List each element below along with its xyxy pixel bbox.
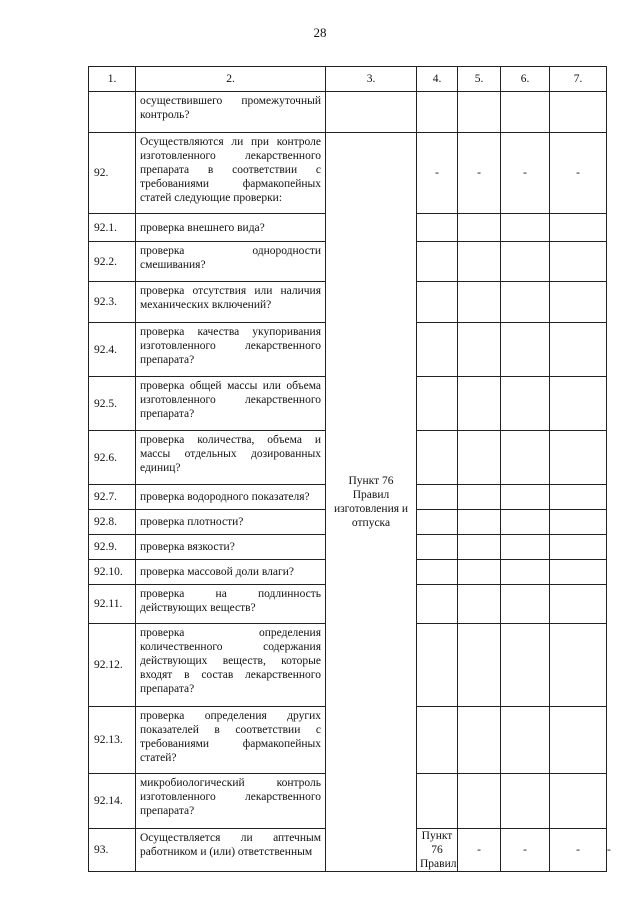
answer-cell[interactable] xyxy=(501,560,550,585)
answer-cell[interactable] xyxy=(550,323,607,377)
answer-cell[interactable] xyxy=(458,510,501,535)
answer-cell[interactable] xyxy=(501,431,550,485)
answer-cell[interactable] xyxy=(550,377,607,431)
table-header-row xyxy=(89,67,607,92)
answer-cell[interactable] xyxy=(501,624,550,707)
answer-cell[interactable] xyxy=(458,282,501,323)
answer-cell[interactable] xyxy=(417,510,458,535)
table-row xyxy=(89,92,607,133)
row-question: проверка массовой доли влаги? xyxy=(136,560,326,585)
answer-cell[interactable]: - xyxy=(550,133,607,214)
answer-cell[interactable] xyxy=(458,323,501,377)
row-number: 92.3. xyxy=(89,282,136,323)
answer-cell[interactable] xyxy=(417,92,458,133)
row-number xyxy=(89,92,136,133)
answer-cell[interactable] xyxy=(501,282,550,323)
answer-cell[interactable] xyxy=(501,214,550,242)
answer-cell[interactable] xyxy=(501,92,550,133)
page-number: 28 xyxy=(313,25,327,40)
answer-cell[interactable] xyxy=(458,707,501,774)
answer-cell[interactable]: - xyxy=(550,829,607,872)
answer-cell[interactable] xyxy=(458,624,501,707)
answer-cell[interactable] xyxy=(550,431,607,485)
row-number: 92.5. xyxy=(89,377,136,431)
answer-cell[interactable] xyxy=(417,282,458,323)
answer-cell[interactable] xyxy=(550,282,607,323)
reference-cell: Пункт 76 Правил изготовления и отпуска xyxy=(326,133,417,872)
row-question: проверка общей массы или объема изготовленного лекарственного препарата? xyxy=(136,377,326,431)
answer-cell[interactable] xyxy=(550,560,607,585)
col-header-4: 4. xyxy=(417,67,458,92)
row-question: проверка вязкости? xyxy=(136,535,326,560)
answer-cell[interactable] xyxy=(417,485,458,510)
row-question: проверка внешнего вида? xyxy=(136,214,326,242)
answer-cell[interactable] xyxy=(550,214,607,242)
answer-cell[interactable] xyxy=(417,323,458,377)
col-header-3: 3. xyxy=(326,67,417,92)
row-question: проверка количества, объема и массы отдельных дозированных единиц? xyxy=(136,431,326,485)
answer-cell[interactable] xyxy=(501,707,550,774)
answer-cell[interactable] xyxy=(550,242,607,282)
answer-cell[interactable] xyxy=(458,92,501,133)
answer-cell[interactable] xyxy=(550,510,607,535)
col-header-5: 5. xyxy=(458,67,501,92)
answer-cell[interactable] xyxy=(501,510,550,535)
row-question: проверка отсутствия или наличия механических включений? xyxy=(136,282,326,323)
answer-cell[interactable] xyxy=(417,774,458,829)
answer-cell[interactable] xyxy=(458,214,501,242)
answer-cell[interactable]: - xyxy=(501,133,550,214)
row-number: 92.8. xyxy=(89,510,136,535)
answer-cell[interactable]: - xyxy=(417,133,458,214)
answer-cell[interactable] xyxy=(550,707,607,774)
answer-cell[interactable] xyxy=(550,585,607,624)
table-row xyxy=(89,133,607,214)
answer-cell[interactable] xyxy=(550,535,607,560)
answer-cell[interactable] xyxy=(458,585,501,624)
answer-cell[interactable] xyxy=(501,242,550,282)
row-number: 92.11. xyxy=(89,585,136,624)
row-question: микробиологический контроль изготовленного лекарственного препарата? xyxy=(136,774,326,829)
answer-cell[interactable] xyxy=(550,485,607,510)
answer-cell[interactable] xyxy=(550,774,607,829)
row-number: 92.12. xyxy=(89,624,136,707)
row-number: 92.1. xyxy=(89,214,136,242)
row-question: проверка определения других показателей в соответствии с требованиями фармакопейных статей? xyxy=(136,707,326,774)
answer-cell[interactable] xyxy=(458,377,501,431)
col-header-2: 2. xyxy=(136,67,326,92)
answer-cell[interactable] xyxy=(458,485,501,510)
answer-cell[interactable] xyxy=(501,585,550,624)
row-question: проверка водородного показателя? xyxy=(136,485,326,510)
answer-cell[interactable] xyxy=(458,774,501,829)
answer-cell[interactable] xyxy=(501,485,550,510)
answer-cell[interactable]: - xyxy=(458,829,501,872)
row-number: 92.6. xyxy=(89,431,136,485)
answer-cell[interactable] xyxy=(417,535,458,560)
answer-cell[interactable] xyxy=(550,92,607,133)
answer-cell[interactable] xyxy=(417,585,458,624)
answer-cell[interactable] xyxy=(458,431,501,485)
answer-cell[interactable]: - xyxy=(501,829,550,872)
row-number: 92.7. xyxy=(89,485,136,510)
row-number: 92.10. xyxy=(89,560,136,585)
col-header-7: 7. xyxy=(550,67,607,92)
row-question: проверка однородности смешивания? xyxy=(136,242,326,282)
answer-cell[interactable] xyxy=(458,535,501,560)
answer-cell[interactable] xyxy=(458,560,501,585)
answer-cell[interactable] xyxy=(501,535,550,560)
answer-cell[interactable] xyxy=(417,377,458,431)
answer-cell[interactable] xyxy=(417,624,458,707)
row-question: Осуществляются ли при контроле изготовленного лекарственного препарата в соответствии с требованиями фармакопейных статей следующие проверки: xyxy=(136,133,326,214)
row-number: 92. xyxy=(89,133,136,214)
row-question: проверка определения количественного содержания действующих веществ, которые входят в состав лекарственного препарата? xyxy=(136,624,326,707)
table-row: 93. Осуществляется ли аптечным работником и (или) ответственным Пункт 76 Правил - - - - xyxy=(89,829,607,872)
answer-cell[interactable] xyxy=(417,214,458,242)
answer-cell[interactable] xyxy=(417,431,458,485)
answer-cell[interactable] xyxy=(417,242,458,282)
row-question: Осуществляется ли аптечным работником и (или) ответственным xyxy=(136,829,326,872)
answer-cell[interactable] xyxy=(501,774,550,829)
checklist-table xyxy=(88,66,611,872)
row-number: 92.2. xyxy=(89,242,136,282)
row-number: 92.9. xyxy=(89,535,136,560)
row-number: 92.13. xyxy=(89,707,136,774)
row-question: осуществившего промежуточный контроль? xyxy=(136,92,326,133)
row-number: 92.14. xyxy=(89,774,136,829)
reference-cell: Пункт 76 Правил xyxy=(417,829,458,872)
col-header-6: 6. xyxy=(501,67,550,92)
answer-cell[interactable] xyxy=(501,323,550,377)
answer-cell[interactable] xyxy=(458,242,501,282)
answer-cell[interactable] xyxy=(417,560,458,585)
row-number: 92.4. xyxy=(89,323,136,377)
row-reference xyxy=(326,92,417,133)
row-question: проверка на подлинность действующих веществ? xyxy=(136,585,326,624)
answer-cell[interactable] xyxy=(417,707,458,774)
row-question: проверка качества укупоривания изготовленного лекарственного препарата? xyxy=(136,323,326,377)
col-header-1: 1. xyxy=(89,67,136,92)
answer-cell[interactable]: - xyxy=(458,133,501,214)
row-question: проверка плотности? xyxy=(136,510,326,535)
answer-cell[interactable] xyxy=(501,377,550,431)
answer-cell[interactable] xyxy=(550,624,607,707)
row-number: 93. xyxy=(89,829,136,872)
